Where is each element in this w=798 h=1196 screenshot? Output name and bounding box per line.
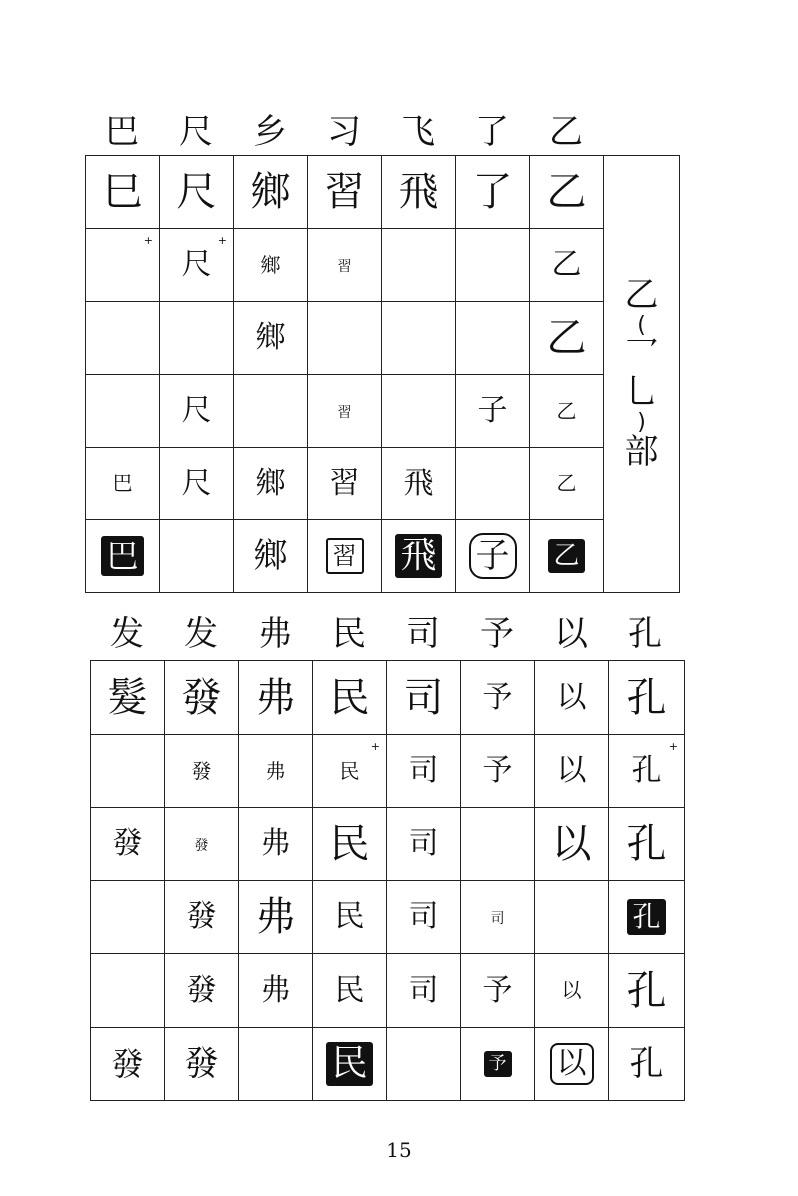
glyph-cell [165, 735, 239, 808]
glyph: 以 [551, 821, 592, 867]
radical-char: 乛 [624, 335, 659, 376]
glyph-cell [160, 448, 234, 520]
glyph: 司 [408, 972, 439, 1008]
glyph-cell [456, 156, 530, 229]
seal-impression: 孔 [627, 899, 665, 935]
glyph-cell [609, 735, 685, 808]
glyph: 尺 [181, 247, 212, 282]
glyph: 巴 [112, 471, 133, 495]
glyph-cell [530, 302, 604, 375]
glyph: 民 [334, 972, 365, 1008]
glyph: 司 [403, 674, 444, 721]
glyph-cell [239, 808, 313, 881]
glyph-cell [165, 808, 239, 881]
header-char: 以 [554, 614, 588, 654]
glyph: 子 [477, 393, 508, 428]
glyph-cell [535, 954, 609, 1028]
glyph: 司 [408, 899, 439, 934]
seal-impression: 予 [484, 1051, 512, 1077]
glyph-cell [456, 229, 530, 302]
glyph-cell [239, 735, 313, 808]
glyph: 乙 [546, 169, 587, 215]
glyph-cell [234, 448, 308, 520]
section2-headers [90, 614, 682, 654]
glyph: 習 [337, 258, 352, 275]
glyph-cell [239, 954, 313, 1028]
radical-label [604, 274, 679, 473]
glyph-cell [461, 735, 535, 808]
glyph: 民 [339, 758, 360, 783]
header-char: 发 [184, 614, 218, 654]
glyph-cell [382, 302, 456, 375]
glyph: 鄉 [255, 465, 286, 501]
header-char: 予 [480, 614, 514, 654]
glyph-cell [234, 156, 308, 229]
glyph-cell [609, 954, 685, 1028]
radical-char: 部 [624, 432, 659, 473]
plus-mark-icon: + [217, 234, 227, 247]
radical-char: 乚 [624, 372, 659, 412]
glyph-cell [535, 881, 609, 954]
glyph: 髮 [107, 674, 148, 721]
glyph: 尺 [181, 393, 212, 428]
glyph-cell [387, 661, 461, 735]
glyph-cell [160, 302, 234, 375]
glyph-cell [239, 1028, 313, 1101]
glyph: 乙 [546, 315, 587, 361]
seal-impression: 乙 [548, 539, 584, 573]
glyph-cell [313, 661, 387, 735]
seal-impression: 巴 [101, 536, 143, 576]
header-char: 巴 [105, 112, 139, 152]
glyph-cell [382, 156, 456, 229]
glyph: 飛 [398, 169, 439, 215]
header-char: 民 [332, 614, 366, 654]
glyph: 以 [556, 679, 587, 715]
glyph-cell [165, 954, 239, 1028]
section2-table [90, 660, 685, 1101]
glyph-cell [387, 735, 461, 808]
glyph-cell [86, 448, 160, 520]
glyph-cell [530, 520, 604, 593]
glyph-cell [91, 1028, 165, 1101]
header-char: 飞 [401, 112, 435, 152]
glyph-cell [313, 1028, 387, 1101]
glyph: 民 [329, 674, 370, 721]
glyph: 習 [324, 169, 365, 215]
glyph: 孔 [626, 821, 667, 867]
glyph-cell [456, 448, 530, 520]
radical-char: ( [637, 312, 646, 338]
glyph-cell [165, 1028, 239, 1101]
glyph: 孔 [626, 674, 667, 721]
seal-impression: 民 [326, 1042, 372, 1086]
glyph-cell [535, 1028, 609, 1101]
glyph-cell [160, 229, 234, 302]
section1-headers [85, 112, 603, 152]
glyph-cell [308, 302, 382, 375]
glyph: 弗 [255, 674, 296, 721]
glyph: 民 [334, 899, 365, 934]
glyph-cell [456, 520, 530, 593]
plus-mark-icon: + [370, 740, 380, 753]
glyph-cell [165, 881, 239, 954]
glyph: 發 [186, 899, 217, 934]
glyph-cell [91, 735, 165, 808]
glyph-cell [461, 661, 535, 735]
seal-impression: 發 [106, 1044, 148, 1084]
glyph: 習 [337, 404, 352, 421]
glyph-cell [456, 302, 530, 375]
glyph-cell [387, 808, 461, 881]
glyph: 予 [482, 972, 513, 1008]
glyph: 鄉 [255, 320, 286, 355]
seal-impression: 子 [469, 533, 517, 579]
glyph-cell [308, 375, 382, 448]
glyph-cell [609, 661, 685, 735]
glyph: 弗 [265, 758, 286, 783]
glyph-cell [86, 302, 160, 375]
glyph-cell [91, 661, 165, 735]
glyph-cell [91, 808, 165, 881]
glyph: 習 [329, 465, 360, 501]
glyph-cell [609, 881, 685, 954]
glyph-cell [530, 229, 604, 302]
radical-cell [604, 156, 680, 593]
page-number: 15 [386, 1138, 412, 1162]
glyph-cell [86, 520, 160, 593]
glyph-cell [86, 156, 160, 229]
radical-char: ) [637, 409, 646, 435]
glyph: 孔 [626, 967, 667, 1014]
seal-impression: 孔 [625, 1043, 669, 1085]
glyph: 了 [472, 169, 513, 215]
plus-mark-icon: + [143, 234, 153, 247]
glyph: 司 [408, 826, 439, 861]
glyph-cell [535, 735, 609, 808]
glyph: 鄉 [250, 169, 291, 215]
glyph: 予 [482, 679, 513, 715]
glyph-cell [308, 448, 382, 520]
glyph-cell [239, 661, 313, 735]
glyph-cell [382, 448, 456, 520]
glyph-cell [387, 1028, 461, 1101]
glyph-cell [461, 881, 535, 954]
header-char: 乙 [549, 112, 583, 152]
glyph: 發 [181, 674, 222, 721]
glyph: 巳 [102, 169, 143, 215]
glyph-cell [86, 375, 160, 448]
glyph-cell [160, 520, 234, 593]
glyph: 弗 [260, 972, 291, 1008]
seal-impression: 習 [326, 538, 364, 574]
glyph-cell [609, 808, 685, 881]
section1-table [85, 155, 680, 593]
glyph-cell [382, 375, 456, 448]
radical-char: 乙 [624, 274, 659, 315]
glyph-cell [308, 229, 382, 302]
glyph-cell [461, 808, 535, 881]
glyph-cell [530, 448, 604, 520]
header-char: 乡 [253, 112, 287, 152]
glyph-cell [234, 229, 308, 302]
glyph-cell [313, 735, 387, 808]
glyph: 以 [561, 978, 582, 1002]
glyph: 孔 [631, 753, 662, 788]
header-char: 发 [110, 614, 144, 654]
glyph: 司 [490, 910, 505, 927]
glyph: 鄉 [260, 252, 281, 277]
glyph: 弗 [260, 826, 291, 861]
glyph: 弗 [255, 894, 296, 940]
glyph-cell [535, 808, 609, 881]
glyph-cell [160, 375, 234, 448]
header-char: 尺 [179, 112, 213, 152]
header-char: 弗 [258, 614, 292, 654]
glyph-cell [91, 954, 165, 1028]
glyph-cell [234, 520, 308, 593]
glyph-cell [308, 156, 382, 229]
seal-impression: 發 [180, 1043, 224, 1085]
glyph: 尺 [176, 169, 217, 215]
seal-impression: 鄉 [249, 535, 293, 577]
glyph-cell [234, 375, 308, 448]
glyph: 尺 [181, 465, 212, 501]
glyph-cell [86, 229, 160, 302]
glyph-cell [609, 1028, 685, 1101]
glyph: 乙 [556, 398, 577, 423]
glyph-cell [308, 520, 382, 593]
glyph-cell [313, 954, 387, 1028]
glyph: 發 [194, 837, 209, 854]
glyph-cell [313, 881, 387, 954]
glyph: 以 [556, 753, 587, 788]
glyph-cell [382, 229, 456, 302]
header-char: 司 [406, 614, 440, 654]
glyph: 發 [112, 826, 143, 861]
glyph: 發 [191, 758, 212, 783]
glyph-cell [165, 661, 239, 735]
glyph-cell [530, 375, 604, 448]
glyph-cell [387, 881, 461, 954]
glyph-cell [160, 156, 234, 229]
glyph: 司 [408, 753, 439, 788]
seal-impression: 以 [550, 1043, 594, 1085]
glyph-cell [535, 661, 609, 735]
glyph: 乙 [556, 471, 577, 495]
header-char: 孔 [628, 614, 662, 654]
glyph-cell [234, 302, 308, 375]
seal-impression: 飛 [395, 534, 441, 578]
glyph-cell [239, 881, 313, 954]
glyph: 發 [186, 972, 217, 1008]
glyph: 乙 [551, 247, 582, 282]
glyph: 飛 [403, 465, 434, 501]
glyph-cell [456, 375, 530, 448]
header-char: 了 [475, 112, 509, 152]
glyph-cell [530, 156, 604, 229]
glyph-cell [313, 808, 387, 881]
glyph: 民 [329, 821, 370, 867]
glyph-cell [91, 881, 165, 954]
plus-mark-icon: + [668, 740, 678, 753]
glyph-cell [461, 954, 535, 1028]
glyph: 予 [482, 753, 513, 788]
glyph-cell [387, 954, 461, 1028]
glyph-cell [461, 1028, 535, 1101]
header-char: 习 [327, 112, 361, 152]
glyph-cell [382, 520, 456, 593]
